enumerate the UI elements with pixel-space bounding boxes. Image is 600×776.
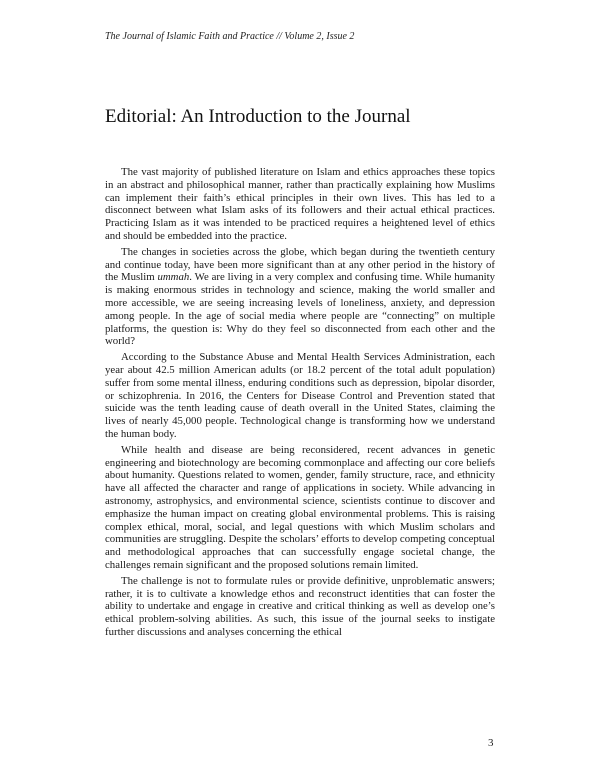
paragraph-4: While health and disease are being reconsidered, recent advances in genetic engineering and biotechnology are becoming commonplace and affecting our core beliefs about humanity. Questions related to women, gender, family structure, race, and ethnicity have all affected the character and range of applications in society. While advancing in astronomy, astrophysics, and environmental science, scientists continue to discover and emphasize the human impact on creating global environmental problems. This is raising complex ethical, moral, social, and legal questions with which Muslim scholars and communities are struggling. Despite the scholars’ efforts to develop competing conceptual and methodological approaches that can successfully engage societal change, the challenges remain significant and the proposed solutions remain limited. <box>105 443 495 571</box>
page-number: 3 <box>488 737 494 749</box>
running-head: The Journal of Islamic Faith and Practice // Volume 2, Issue 2 <box>105 31 355 42</box>
paragraph-1: The vast majority of published literature on Islam and ethics approaches these topics in an abstract and philosophical manner, rather than practically explaining how Muslims can implement their faith’s ethical principles in their own lives. This has led to a disconnect between what Islam asks of its followers and their actual ethical practices. Practicing Islam as it was intended to be practiced requires a heightened level of ethics and should be embedded into the practice. <box>105 166 495 242</box>
ummah-term: ummah <box>157 271 190 284</box>
paragraph-2-text-before: The changes in societies across the globe, which began during the twentieth century and continue today, have been more significant than at any other period in the history of the Muslim <box>105 245 495 284</box>
article-body <box>105 166 495 642</box>
paragraph-3: According to the Substance Abuse and Mental Health Services Administration, each year about 42.5 million American adults (or 18.2 percent of the total adult population) suffer from some mental illness, enduring conditions such as depression, bipolar disorder, or schizophrenia. In 2016, the Centers for Disease Control and Prevention stated that suicide was the tenth leading cause of death overall in the United States, claiming the lives of nearly 45,000 people. Technological change is transforming how we understand the human body. <box>105 351 495 440</box>
paragraph-2 <box>105 246 495 348</box>
paragraph-5: The challenge is not to formulate rules or provide definitive, unproblematic answers; rather, it is to cultivate a knowledge ethos and reconstruct identities that can foster the ability to undertake and engage in creative and critical thinking as well as develop one’s ethical problem-solving abilities. As such, this issue of the journal seeks to instigate further discussions and analyses concerning the ethical <box>105 574 495 638</box>
paragraph-2-text-after: . We are living in a very complex and confusing time. While humanity is making enormous strides in technology and science, making the world smaller and more accessible, we are seeing increasing levels of loneliness, anxiety, and depression among people. In the age of social media where people are “connecting” on multiple platforms, the question is: Why do they feel so disconnected from each other and the world? <box>105 271 496 348</box>
article-title: Editorial: An Introduction to the Journal <box>105 106 411 127</box>
